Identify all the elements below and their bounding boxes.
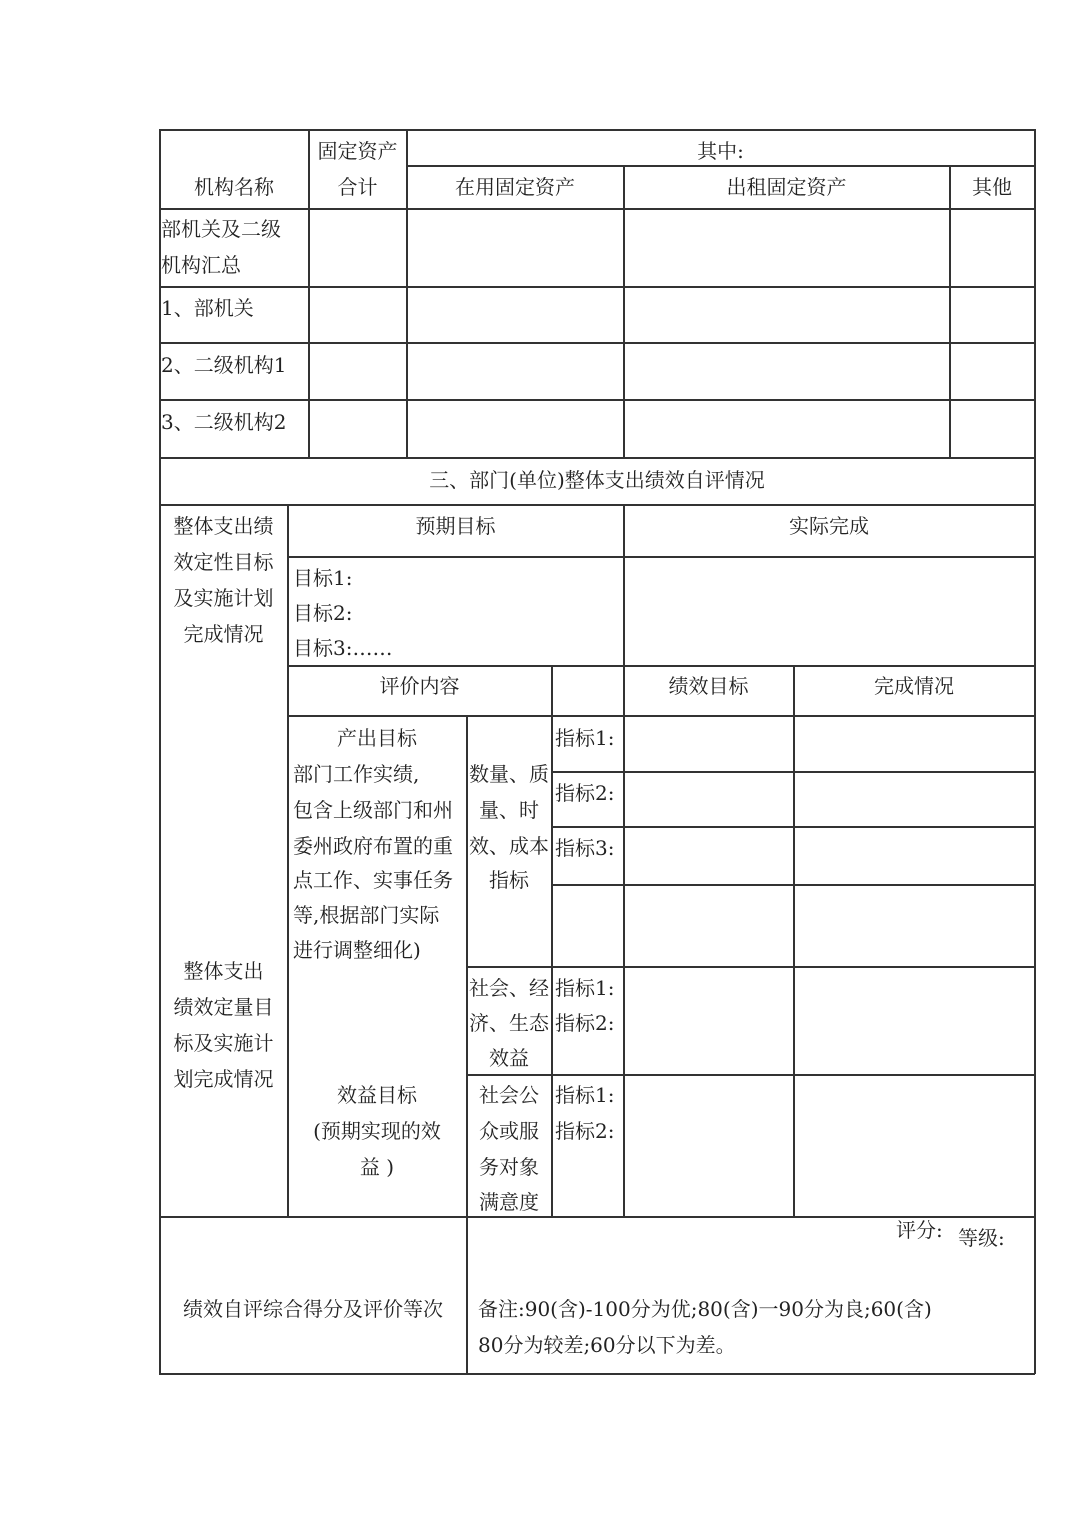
header-in-use-assets: 在用固定资产 xyxy=(455,175,575,199)
header-rented-assets: 出租固定资产 xyxy=(726,175,847,199)
output-indicator-1: 指标1: xyxy=(555,726,615,750)
grid-line xyxy=(287,715,1035,717)
quantitative-label-line2: 绩效定量目 xyxy=(173,995,274,1019)
qualitative-label-line4: 完成情况 xyxy=(183,622,264,646)
grid-line xyxy=(159,399,1035,401)
satisfaction-indicator-2: 指标2: xyxy=(555,1119,615,1143)
grid-line xyxy=(159,129,1035,131)
grid-line xyxy=(159,457,1035,459)
grid-line xyxy=(1034,129,1036,1374)
output-goal-title: 产出目标 xyxy=(337,726,417,750)
grid-line xyxy=(793,665,795,1216)
quantitative-label-line3: 标及实施计 xyxy=(173,1031,274,1055)
row-summary-line1: 部机关及二级 xyxy=(161,217,281,241)
header-of-which: 其中: xyxy=(697,139,744,163)
header-other: 其他 xyxy=(972,175,1012,199)
benefit-goal-title: 效益目标 xyxy=(337,1083,417,1107)
grid-line xyxy=(287,665,1035,667)
goal-3: 目标3:…… xyxy=(293,636,393,660)
output-goal-desc-line3: 委州政府布置的重 xyxy=(293,834,453,858)
actual-completion-header: 实际完成 xyxy=(789,514,869,538)
satisfaction-sub-line4: 满意度 xyxy=(479,1190,539,1214)
output-goal-desc-line6: 进行调整细化) xyxy=(293,938,421,962)
grid-line xyxy=(551,665,553,1216)
row-secondary-1: 2、二级机构1 xyxy=(161,353,287,377)
grid-line xyxy=(159,208,1035,210)
output-indicator-2: 指标2: xyxy=(555,781,615,805)
satisfaction-sub-line3: 务对象 xyxy=(479,1155,539,1179)
output-sub-line1: 数量、质 xyxy=(469,762,549,786)
header-total-line2: 合计 xyxy=(337,175,378,199)
grid-line xyxy=(159,286,1035,288)
output-goal-desc-line2: 包含上级部门和州 xyxy=(293,798,453,822)
grid-line xyxy=(159,342,1035,344)
output-goal-desc-line1: 部门工作实绩, xyxy=(293,762,420,786)
header-total-line1: 固定资产 xyxy=(317,139,398,163)
social-sub-line2: 济、生态 xyxy=(469,1011,549,1035)
goal-1: 目标1: xyxy=(293,566,353,590)
header-org-name: 机构名称 xyxy=(194,175,274,199)
grid-line xyxy=(949,165,951,457)
output-indicator-3: 指标3: xyxy=(555,836,615,860)
grid-line xyxy=(623,165,625,457)
social-indicator-2: 指标2: xyxy=(555,1011,615,1035)
social-sub-line1: 社会、经 xyxy=(469,976,549,1000)
note-line2: 80分为较差;60分以下为差。 xyxy=(478,1333,736,1357)
output-goal-desc-line5: 等,根据部门实际 xyxy=(293,903,440,927)
grid-line xyxy=(287,556,1035,558)
completion-header: 完成情况 xyxy=(874,674,954,698)
quantitative-label-line4: 划完成情况 xyxy=(173,1067,274,1091)
row-department: 1、部机关 xyxy=(161,296,254,320)
satisfaction-indicator-1: 指标1: xyxy=(555,1083,615,1107)
grid-line xyxy=(159,1373,1035,1375)
quantitative-label-line1: 整体支出 xyxy=(183,959,264,983)
satisfaction-sub-line2: 众或服 xyxy=(479,1119,539,1143)
row-summary-line2: 机构汇总 xyxy=(161,253,241,277)
perf-goal-header: 绩效目标 xyxy=(668,674,749,698)
grade-label: 等级: xyxy=(958,1226,1005,1250)
eval-content-header: 评价内容 xyxy=(379,674,460,698)
grid-line xyxy=(159,504,1035,506)
satisfaction-sub-line1: 社会公 xyxy=(479,1083,539,1107)
output-goal-desc-line4: 点工作、实事任务 xyxy=(293,868,453,892)
section-title: 三、部门(单位)整体支出绩效自评情况 xyxy=(429,468,765,492)
output-sub-line3: 效、成本 xyxy=(469,834,549,858)
benefit-goal-desc-line2: 益 ) xyxy=(359,1155,395,1179)
qualitative-label-line2: 效定性目标 xyxy=(173,550,274,574)
qualitative-label-line3: 及实施计划 xyxy=(173,586,274,610)
benefit-goal-desc-line1: (预期实现的效 xyxy=(313,1119,441,1143)
social-indicator-1: 指标1: xyxy=(555,976,615,1000)
note-line1: 备注:90(含)-100分为优;80(含)一90分为良;60(含) xyxy=(478,1297,932,1321)
social-sub-line3: 效益 xyxy=(489,1046,529,1070)
grid-line xyxy=(623,665,625,1216)
expected-goal-header: 预期目标 xyxy=(415,514,496,538)
output-sub-line4: 指标 xyxy=(489,868,529,892)
qualitative-label-line1: 整体支出绩 xyxy=(173,514,274,538)
output-sub-line2: 量、时 xyxy=(479,798,539,822)
row-secondary-2: 3、二级机构2 xyxy=(161,410,287,434)
goal-2: 目标2: xyxy=(293,601,353,625)
summary-label: 绩效自评综合得分及评价等次 xyxy=(183,1297,443,1321)
score-label: 评分: xyxy=(896,1218,943,1242)
